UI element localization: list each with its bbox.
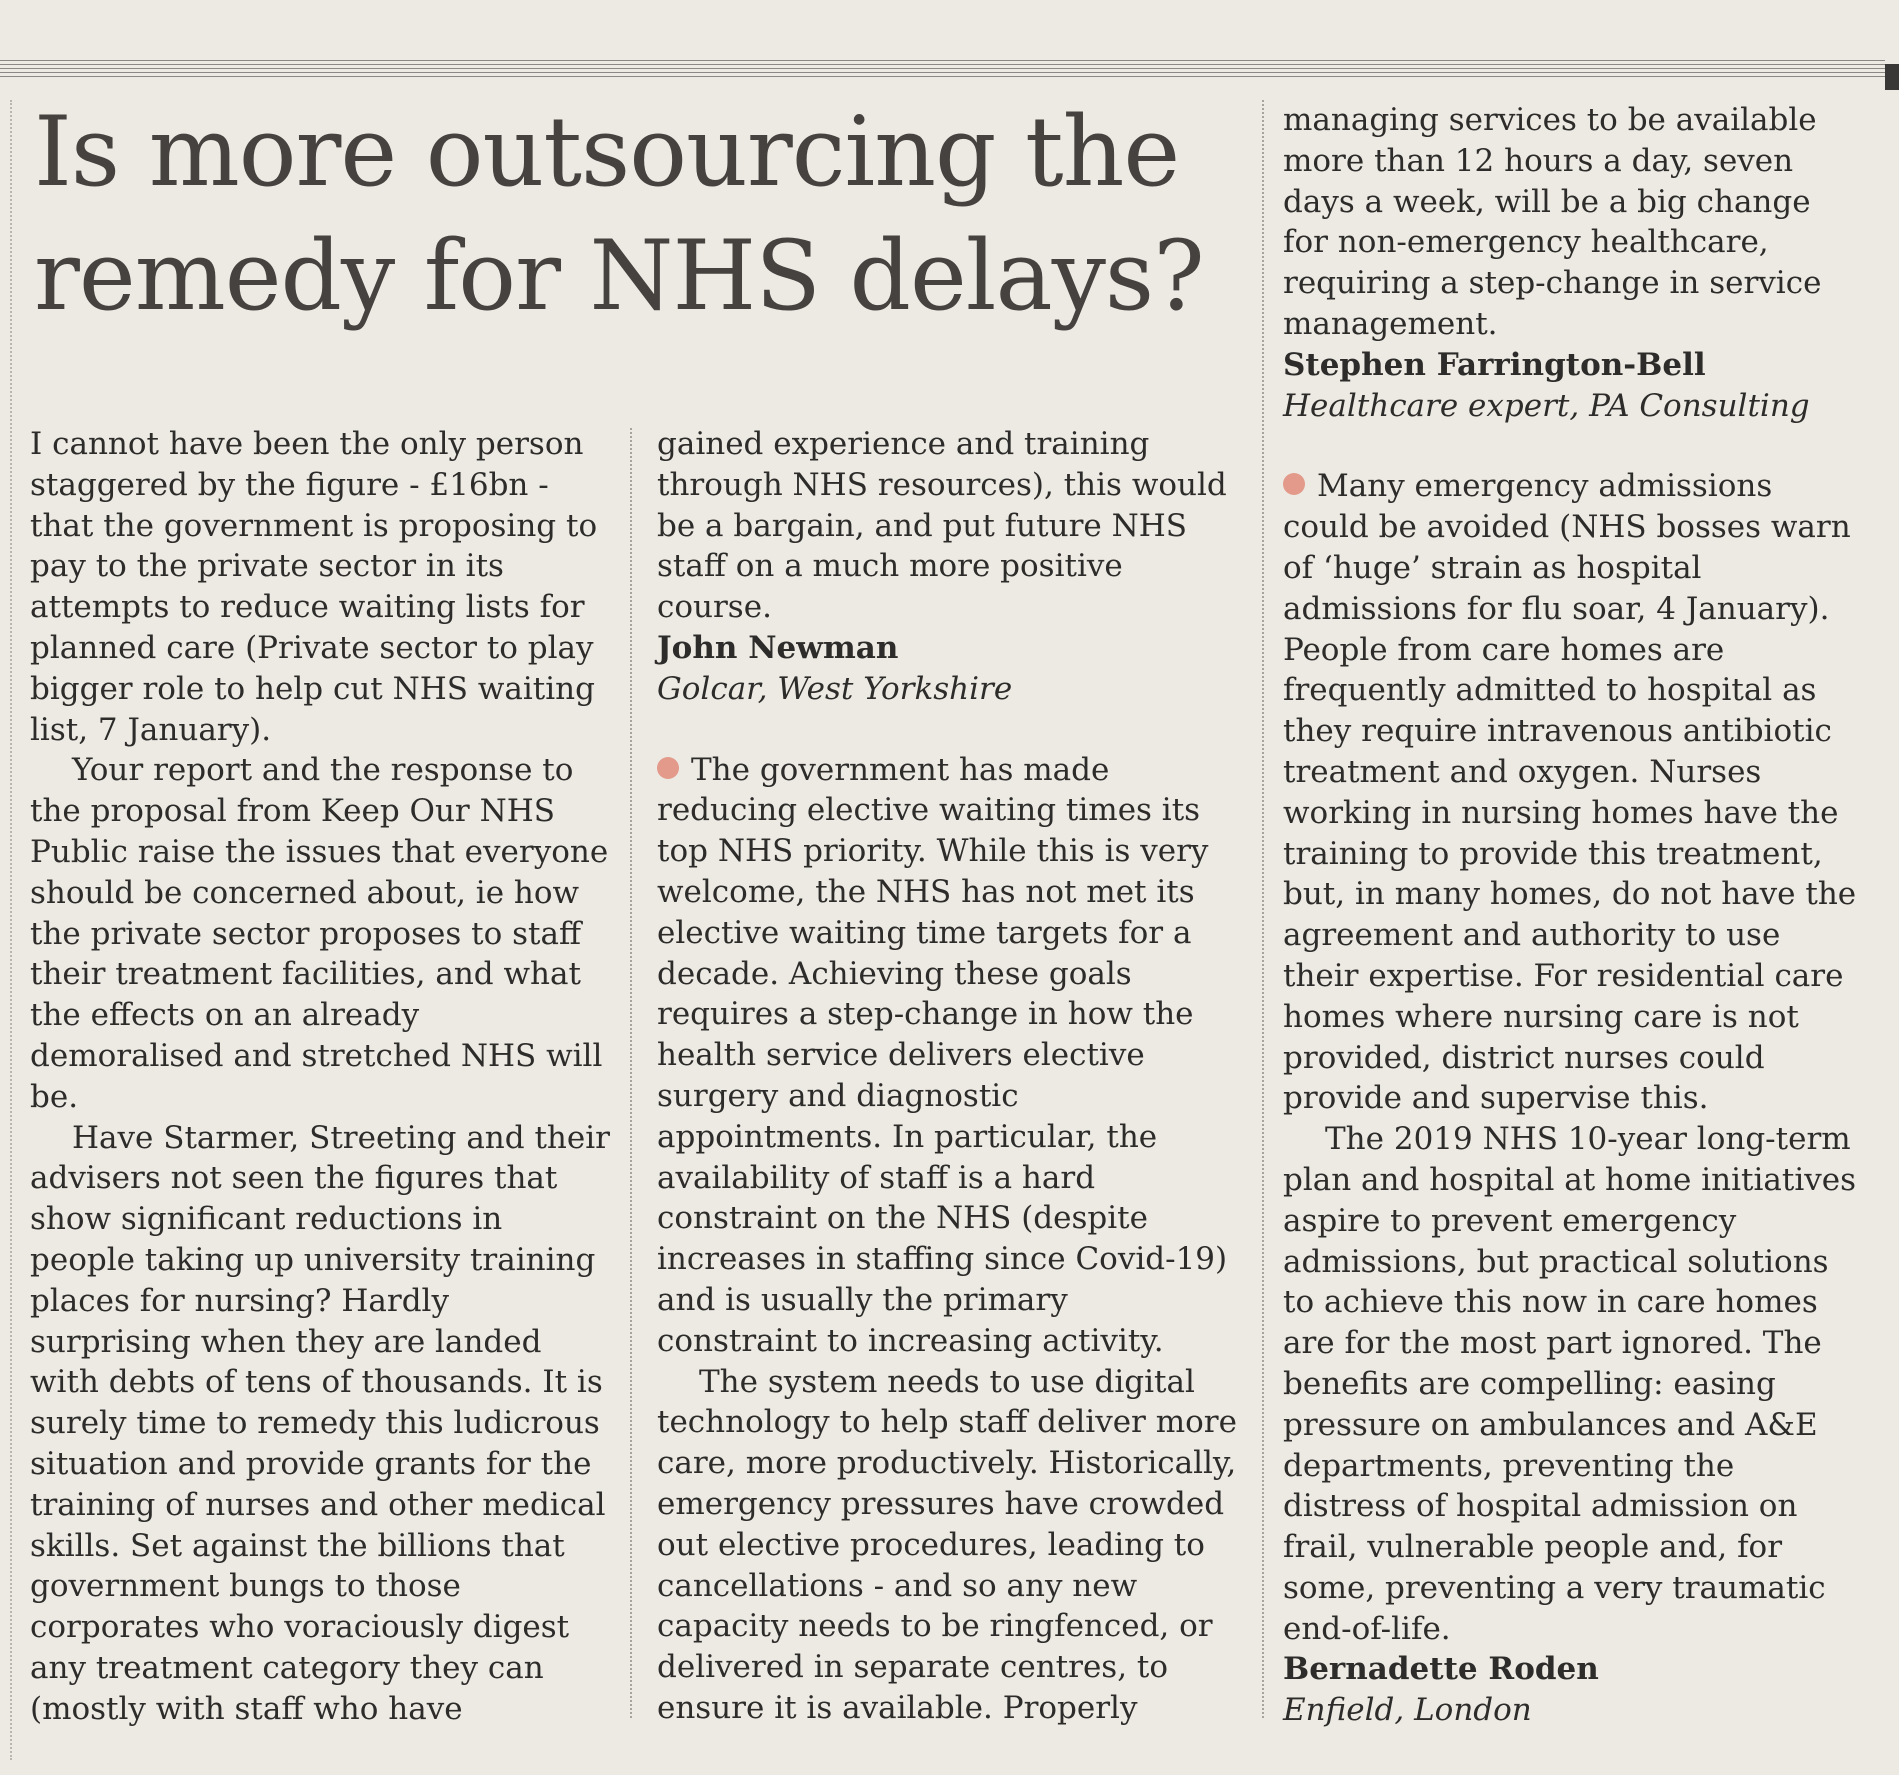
letter3-paragraph-1-text: Many emergency admissions could be avoided (NHS bosses warn of ‘huge’ strain as hospital admissions for flu soar, 4 January). People from care homes are frequently admitted to hospital as they require intravenous antibiotic treatment and oxygen. Nurses working in nursing homes have the training to provide this treatment, but, in many homes, do not have the agreement and authority to use their expertise. For residential care homes where nursing care is not provided, district nurses could provide and supervise this. xyxy=(1283,468,1857,1117)
top-rule xyxy=(0,60,1885,80)
letter2-paragraph-1 xyxy=(657,750,1237,1362)
byline-name-stephen-farrington-bell: Stephen Farrington-Bell xyxy=(1283,346,1706,383)
letter2-paragraph-1-text: The government has made reducing elective waiting times its top NHS priority. While this is very welcome, the NHS has not met its elective waiting time targets for a decade. Achieving these goals requires a step-change in how the health service delivers elective surgery and diagnostic appointments. In particular, the availability of staff is a hard constraint on the NHS (despite increases in staffing since Covid-19) and is usually the primary constraint to increasing activity. xyxy=(657,751,1228,1359)
letter1-paragraph-3: Have Starmer, Streeting and their advisers not seen the figures that show significant reductions in people taking up university training places for nursing? Hardly surprising when they are landed with debts of tens of thousands. It is surely time to remedy this ludicrous situation and provide grants for the training of nurses and other medical skills. Set against the billions that government bungs to those corporates who voraciously digest any treatment category they can (mostly with staff who have xyxy=(30,1119,610,1727)
column-divider-2 xyxy=(1262,100,1264,1718)
column-3 xyxy=(1283,100,1863,1731)
column-2 xyxy=(657,424,1237,1729)
letter2-continuation: managing services to be available more than 12 hours a day, seven days a week, will be a big change for non-emergency healthcare, requiring a step-change in service management. xyxy=(1283,102,1822,342)
corner-mark xyxy=(1885,64,1899,90)
letter2-paragraph-2: The system needs to use digital technology to help staff deliver more care, more productively. Historically, emergency pressures have crowded out elective procedures, leading to cancellations - and so any new capacity needs to be ringfenced, or delivered in separate centres, to ensure it is available. Properly xyxy=(657,1363,1237,1726)
bullet-dot-icon xyxy=(1283,473,1305,495)
byline-location-pa-consulting: Healthcare expert, PA Consulting xyxy=(1283,387,1810,424)
column-divider-1 xyxy=(630,428,632,1718)
byline-name-bernadette-roden: Bernadette Roden xyxy=(1283,1651,1599,1688)
letter1-continuation: gained experience and training through NHS resources), this would be a bargain, and put future NHS staff on a much more positive course. xyxy=(657,426,1227,626)
bullet-dot-icon xyxy=(657,757,679,779)
left-border xyxy=(10,100,12,1760)
letter3-paragraph-1 xyxy=(1283,466,1863,1119)
letter1-paragraph-1: I cannot have been the only person staggered by the figure - £16bn - that the government is proposing to pay to the private sector in its attempts to reduce waiting lists for planned care (Private sector to play bigger role to help cut NHS waiting list, 7 January). xyxy=(30,426,598,748)
byline-location-enfield: Enfield, London xyxy=(1283,1692,1532,1729)
headline: Is more outsourcing the remedy for NHS delays? xyxy=(34,96,1204,332)
byline-name-john-newman: John Newman xyxy=(657,629,899,666)
byline-location-golcar: Golcar, West Yorkshire xyxy=(657,670,1013,707)
column-1 xyxy=(30,424,610,1730)
letter3-paragraph-2: The 2019 NHS 10-year long-term plan and hospital at home initiatives aspire to prevent emergency admissions, but practical solutions to achieve this now in care homes are for the most part ignored. The benefits are compelling: easing pressure on ambulances and A&E departments, preventing the distress of hospital admission on frail, vulnerable people and, for some, preventing a very traumatic end-of-life. xyxy=(1283,1121,1857,1647)
letter1-paragraph-2: Your report and the response to the proposal from Keep Our NHS Public raise the issues that everyone should be concerned about, ie how the private sector proposes to staff their treatment facilities, and what the effects on an already demoralised and stretched NHS will be. xyxy=(30,752,609,1115)
